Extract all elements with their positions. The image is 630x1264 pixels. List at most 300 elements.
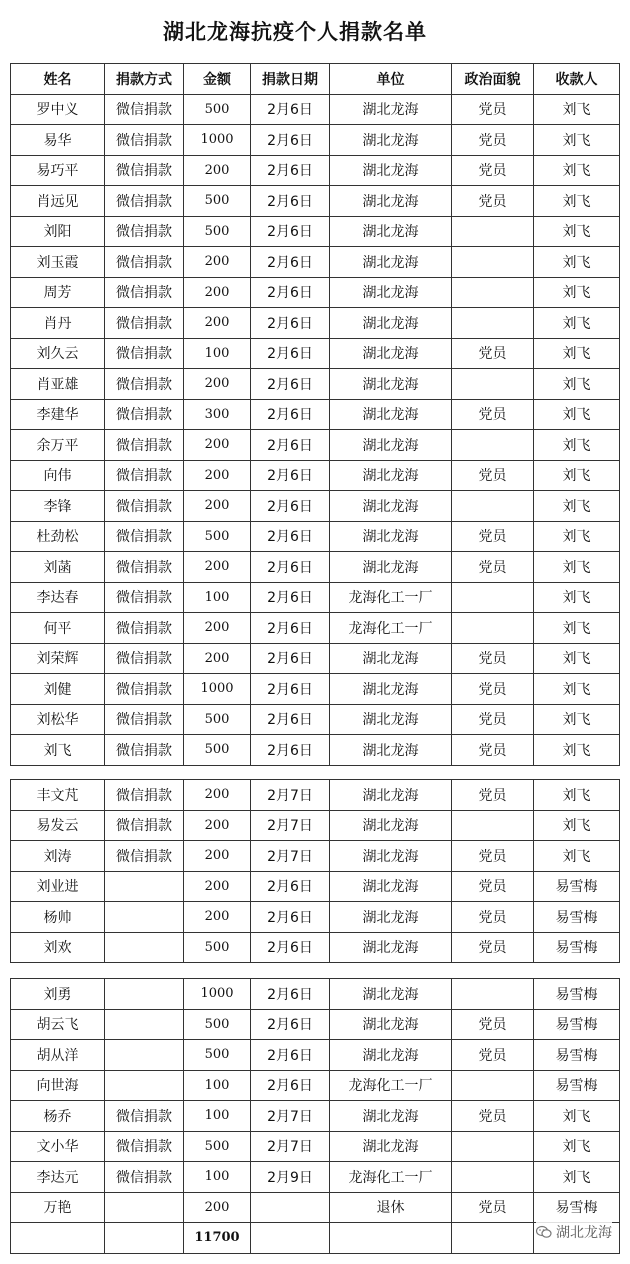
cell-date: 2月6日 xyxy=(251,125,330,156)
table-row xyxy=(11,399,620,430)
wechat-icon xyxy=(536,1225,552,1239)
cell-date: 2月7日 xyxy=(251,1131,330,1162)
cell-payee: 刘飞 xyxy=(534,735,620,766)
header-political-status: 政治面貌 xyxy=(452,64,534,95)
table-row xyxy=(11,491,620,522)
page-title: 湖北龙海抗疫个人捐款名单 xyxy=(163,19,427,44)
cell-amount: 200 xyxy=(184,1192,251,1223)
cell-amount: 200 xyxy=(184,491,251,522)
watermark-text: 湖北龙海 xyxy=(556,1225,612,1241)
header-payee: 收款人 xyxy=(534,64,620,95)
cell-amount: 500 xyxy=(184,94,251,125)
table-body xyxy=(11,94,620,765)
cell-political-status xyxy=(452,613,534,644)
cell-payee: 刘飞 xyxy=(534,491,620,522)
cell-date: 2月6日 xyxy=(251,94,330,125)
cell-date: 2月6日 xyxy=(251,155,330,186)
cell-name: 刘荣辉 xyxy=(11,643,105,674)
cell-unit: 湖北龙海 xyxy=(330,247,452,278)
table-row xyxy=(11,430,620,461)
table-row xyxy=(11,155,620,186)
cell-unit: 湖北龙海 xyxy=(330,932,452,963)
cell-method: 微信捐款 xyxy=(105,216,184,247)
cell-political-status xyxy=(452,491,534,522)
cell-unit: 湖北龙海 xyxy=(330,810,452,841)
cell-date: 2月7日 xyxy=(251,810,330,841)
cell-amount: 500 xyxy=(184,704,251,735)
cell-date: 2月7日 xyxy=(251,780,330,811)
header-method: 捐款方式 xyxy=(105,64,184,95)
cell-amount: 200 xyxy=(184,369,251,400)
cell-political-status: 党员 xyxy=(452,1009,534,1040)
cell-date: 2月6日 xyxy=(251,582,330,613)
cell-amount: 500 xyxy=(184,186,251,217)
cell-payee: 刘飞 xyxy=(534,613,620,644)
cell-amount: 100 xyxy=(184,1070,251,1101)
cell-date: 2月6日 xyxy=(251,1070,330,1101)
cell-date: 2月6日 xyxy=(251,735,330,766)
cell-amount: 200 xyxy=(184,613,251,644)
cell-political-status: 党员 xyxy=(452,902,534,933)
cell-payee: 刘飞 xyxy=(534,247,620,278)
cell-political-status xyxy=(452,1162,534,1193)
cell-name: 刘涛 xyxy=(11,841,105,872)
cell-political-status: 党员 xyxy=(452,94,534,125)
cell-payee: 易雪梅 xyxy=(534,1070,620,1101)
cell-amount: 200 xyxy=(184,780,251,811)
cell-payee: 易雪梅 xyxy=(534,1009,620,1040)
cell-political-status: 党员 xyxy=(452,186,534,217)
cell-amount: 500 xyxy=(184,1040,251,1071)
cell-amount: 200 xyxy=(184,308,251,339)
cell-date: 2月6日 xyxy=(251,430,330,461)
cell-method: 微信捐款 xyxy=(105,780,184,811)
cell-unit: 湖北龙海 xyxy=(330,216,452,247)
cell-name: 肖远见 xyxy=(11,186,105,217)
cell-name: 文小华 xyxy=(11,1131,105,1162)
table-row xyxy=(11,1192,620,1223)
donation-table-part-3 xyxy=(10,978,620,1254)
cell-method xyxy=(105,1192,184,1223)
cell-name: 李锋 xyxy=(11,491,105,522)
cell-date xyxy=(251,1192,330,1223)
cell-payee: 刘飞 xyxy=(534,674,620,705)
cell-unit: 湖北龙海 xyxy=(330,552,452,583)
cell-payee: 刘飞 xyxy=(534,810,620,841)
cell-amount: 500 xyxy=(184,216,251,247)
cell-date: 2月6日 xyxy=(251,979,330,1010)
cell-amount: 100 xyxy=(184,1101,251,1132)
cell-date: 2月6日 xyxy=(251,369,330,400)
cell-date xyxy=(251,1223,330,1254)
table-row xyxy=(11,94,620,125)
table-row xyxy=(11,308,620,339)
cell-unit: 湖北龙海 xyxy=(330,186,452,217)
table-row xyxy=(11,552,620,583)
cell-method xyxy=(105,932,184,963)
table-row xyxy=(11,369,620,400)
cell-date: 2月7日 xyxy=(251,841,330,872)
cell-payee: 刘飞 xyxy=(534,216,620,247)
cell-unit: 龙海化工一厂 xyxy=(330,1070,452,1101)
cell-amount: 200 xyxy=(184,841,251,872)
cell-political-status xyxy=(452,216,534,247)
cell-amount: 500 xyxy=(184,735,251,766)
cell-name: 易发云 xyxy=(11,810,105,841)
cell-name: 刘健 xyxy=(11,674,105,705)
cell-amount: 100 xyxy=(184,338,251,369)
cell-date: 2月6日 xyxy=(251,1009,330,1040)
cell-political-status xyxy=(452,979,534,1010)
cell-name: 罗中义 xyxy=(11,94,105,125)
table-body xyxy=(11,780,620,963)
table-row xyxy=(11,216,620,247)
cell-name: 刘勇 xyxy=(11,979,105,1010)
cell-amount: 1000 xyxy=(184,674,251,705)
cell-method: 微信捐款 xyxy=(105,1131,184,1162)
cell-date: 2月9日 xyxy=(251,1162,330,1193)
cell-name: 易华 xyxy=(11,125,105,156)
cell-unit: 龙海化工一厂 xyxy=(330,582,452,613)
header-date: 捐款日期 xyxy=(251,64,330,95)
cell-unit: 湖北龙海 xyxy=(330,1009,452,1040)
cell-method: 微信捐款 xyxy=(105,369,184,400)
cell-name: 杜劲松 xyxy=(11,521,105,552)
cell-method: 微信捐款 xyxy=(105,704,184,735)
cell-name: 胡云飞 xyxy=(11,1009,105,1040)
cell-name: 向伟 xyxy=(11,460,105,491)
cell-payee: 刘飞 xyxy=(534,643,620,674)
cell-unit: 湖北龙海 xyxy=(330,399,452,430)
cell-method: 微信捐款 xyxy=(105,674,184,705)
cell-unit: 湖北龙海 xyxy=(330,125,452,156)
cell-political-status: 党员 xyxy=(452,399,534,430)
cell-date: 2月6日 xyxy=(251,277,330,308)
table-row xyxy=(11,735,620,766)
cell-payee: 刘飞 xyxy=(534,308,620,339)
cell-date: 2月6日 xyxy=(251,1040,330,1071)
cell-political-status: 党员 xyxy=(452,338,534,369)
watermark xyxy=(536,1222,612,1242)
cell-amount: 200 xyxy=(184,643,251,674)
cell-name: 余万平 xyxy=(11,430,105,461)
cell-unit: 湖北龙海 xyxy=(330,871,452,902)
cell-method: 微信捐款 xyxy=(105,186,184,217)
cell-date: 2月6日 xyxy=(251,338,330,369)
cell-payee: 刘飞 xyxy=(534,582,620,613)
cell-payee: 刘飞 xyxy=(534,780,620,811)
cell-date: 2月6日 xyxy=(251,460,330,491)
cell-date: 2月6日 xyxy=(251,613,330,644)
cell-political-status: 党员 xyxy=(452,1192,534,1223)
cell-amount: 1000 xyxy=(184,979,251,1010)
table-row xyxy=(11,1070,620,1101)
cell-payee: 易雪梅 xyxy=(534,902,620,933)
cell-name: 肖亚雄 xyxy=(11,369,105,400)
table-row xyxy=(11,247,620,278)
cell-name: 周芳 xyxy=(11,277,105,308)
cell-amount: 200 xyxy=(184,155,251,186)
cell-amount: 200 xyxy=(184,277,251,308)
cell-political-status xyxy=(452,582,534,613)
cell-method: 微信捐款 xyxy=(105,643,184,674)
table-row xyxy=(11,704,620,735)
table-row xyxy=(11,613,620,644)
cell-method: 微信捐款 xyxy=(105,841,184,872)
cell-method: 微信捐款 xyxy=(105,430,184,461)
cell-date: 2月6日 xyxy=(251,186,330,217)
cell-political-status xyxy=(452,1131,534,1162)
cell-unit: 湖北龙海 xyxy=(330,155,452,186)
cell-method: 微信捐款 xyxy=(105,552,184,583)
cell-political-status: 党员 xyxy=(452,674,534,705)
cell-political-status xyxy=(452,369,534,400)
cell-political-status xyxy=(452,810,534,841)
cell-payee: 刘飞 xyxy=(534,338,620,369)
cell-political-status: 党员 xyxy=(452,841,534,872)
cell-method: 微信捐款 xyxy=(105,460,184,491)
cell-name: 何平 xyxy=(11,613,105,644)
cell-method xyxy=(105,1009,184,1040)
cell-payee: 刘飞 xyxy=(534,552,620,583)
cell-unit: 湖北龙海 xyxy=(330,704,452,735)
cell-name: 刘久云 xyxy=(11,338,105,369)
table-row xyxy=(11,125,620,156)
cell-amount: 100 xyxy=(184,1162,251,1193)
cell-method: 微信捐款 xyxy=(105,399,184,430)
cell-unit: 湖北龙海 xyxy=(330,491,452,522)
table-header-row xyxy=(11,64,620,95)
cell-method: 微信捐款 xyxy=(105,125,184,156)
cell-date: 2月6日 xyxy=(251,871,330,902)
table-row xyxy=(11,277,620,308)
cell-payee: 易雪梅 xyxy=(534,1192,620,1223)
cell-name: 刘菡 xyxy=(11,552,105,583)
cell-name: 杨乔 xyxy=(11,1101,105,1132)
header-unit: 单位 xyxy=(330,64,452,95)
table-row xyxy=(11,643,620,674)
cell-political-status xyxy=(452,277,534,308)
cell-method: 微信捐款 xyxy=(105,155,184,186)
cell-political-status xyxy=(452,1223,534,1254)
cell-political-status: 党员 xyxy=(452,521,534,552)
cell-name: 刘松华 xyxy=(11,704,105,735)
cell-method: 微信捐款 xyxy=(105,582,184,613)
cell-unit: 龙海化工一厂 xyxy=(330,1162,452,1193)
cell-unit: 湖北龙海 xyxy=(330,308,452,339)
cell-method: 微信捐款 xyxy=(105,735,184,766)
cell-unit: 湖北龙海 xyxy=(330,643,452,674)
cell-payee: 刘飞 xyxy=(534,430,620,461)
cell-amount: 200 xyxy=(184,871,251,902)
cell-payee: 易雪梅 xyxy=(534,1040,620,1071)
cell-unit: 湖北龙海 xyxy=(330,674,452,705)
cell-amount: 300 xyxy=(184,399,251,430)
cell-unit: 湖北龙海 xyxy=(330,430,452,461)
cell-payee: 刘飞 xyxy=(534,841,620,872)
cell-date: 2月6日 xyxy=(251,643,330,674)
cell-unit: 湖北龙海 xyxy=(330,1101,452,1132)
cell-political-status: 党员 xyxy=(452,704,534,735)
total-amount-cell: 11700 xyxy=(184,1223,251,1254)
cell-name: 李建华 xyxy=(11,399,105,430)
table-row xyxy=(11,1162,620,1193)
cell-date: 2月6日 xyxy=(251,521,330,552)
cell-method xyxy=(105,1223,184,1254)
cell-amount: 200 xyxy=(184,460,251,491)
table-row xyxy=(11,674,620,705)
cell-amount: 500 xyxy=(184,1009,251,1040)
table-row xyxy=(11,841,620,872)
cell-payee: 易雪梅 xyxy=(534,979,620,1010)
cell-unit: 湖北龙海 xyxy=(330,735,452,766)
table-row xyxy=(11,460,620,491)
cell-unit: 湖北龙海 xyxy=(330,902,452,933)
donation-table-part-2 xyxy=(10,779,620,963)
cell-unit: 湖北龙海 xyxy=(330,521,452,552)
cell-political-status: 党员 xyxy=(452,780,534,811)
cell-method xyxy=(105,979,184,1010)
cell-unit xyxy=(330,1223,452,1254)
cell-payee: 刘飞 xyxy=(534,155,620,186)
cell-amount: 200 xyxy=(184,552,251,583)
cell-unit: 湖北龙海 xyxy=(330,369,452,400)
table-row xyxy=(11,871,620,902)
cell-name: 刘阳 xyxy=(11,216,105,247)
cell-method: 微信捐款 xyxy=(105,521,184,552)
cell-amount: 200 xyxy=(184,902,251,933)
cell-date: 2月6日 xyxy=(251,491,330,522)
table-row xyxy=(11,780,620,811)
cell-payee: 刘飞 xyxy=(534,369,620,400)
table-row xyxy=(11,932,620,963)
cell-political-status: 党员 xyxy=(452,643,534,674)
cell-political-status: 党员 xyxy=(452,735,534,766)
cell-payee: 刘飞 xyxy=(534,277,620,308)
header-name: 姓名 xyxy=(11,64,105,95)
cell-payee: 刘飞 xyxy=(534,186,620,217)
cell-method: 微信捐款 xyxy=(105,613,184,644)
cell-political-status: 党员 xyxy=(452,125,534,156)
cell-political-status: 党员 xyxy=(452,155,534,186)
cell-name: 万艳 xyxy=(11,1192,105,1223)
cell-method xyxy=(105,1070,184,1101)
table-row xyxy=(11,1009,620,1040)
cell-name: 易巧平 xyxy=(11,155,105,186)
total-row xyxy=(11,1223,620,1254)
cell-name: 向世海 xyxy=(11,1070,105,1101)
cell-name: 胡从洋 xyxy=(11,1040,105,1071)
cell-political-status: 党员 xyxy=(452,871,534,902)
cell-name: 刘业进 xyxy=(11,871,105,902)
cell-unit: 湖北龙海 xyxy=(330,460,452,491)
cell-date: 2月6日 xyxy=(251,552,330,583)
cell-name: 肖丹 xyxy=(11,308,105,339)
cell-name: 丰文芃 xyxy=(11,780,105,811)
cell-method: 微信捐款 xyxy=(105,810,184,841)
cell-payee: 易雪梅 xyxy=(534,871,620,902)
table-row xyxy=(11,338,620,369)
cell-amount: 500 xyxy=(184,521,251,552)
cell-political-status xyxy=(452,430,534,461)
cell-unit: 湖北龙海 xyxy=(330,338,452,369)
cell-amount: 1000 xyxy=(184,125,251,156)
cell-unit: 湖北龙海 xyxy=(330,841,452,872)
header-amount: 金额 xyxy=(184,64,251,95)
cell-payee: 刘飞 xyxy=(534,94,620,125)
cell-date: 2月6日 xyxy=(251,216,330,247)
cell-payee: 刘飞 xyxy=(534,399,620,430)
cell-payee: 刘飞 xyxy=(534,704,620,735)
cell-unit: 龙海化工一厂 xyxy=(330,613,452,644)
cell-payee: 刘飞 xyxy=(534,1131,620,1162)
cell-date: 2月7日 xyxy=(251,1101,330,1132)
cell-date: 2月6日 xyxy=(251,674,330,705)
cell-date: 2月6日 xyxy=(251,932,330,963)
cell-method xyxy=(105,871,184,902)
table-row xyxy=(11,902,620,933)
cell-unit: 湖北龙海 xyxy=(330,780,452,811)
cell-date: 2月6日 xyxy=(251,399,330,430)
cell-name xyxy=(11,1223,105,1254)
cell-method: 微信捐款 xyxy=(105,94,184,125)
cell-amount: 200 xyxy=(184,247,251,278)
cell-unit: 湖北龙海 xyxy=(330,1131,452,1162)
cell-method: 微信捐款 xyxy=(105,491,184,522)
cell-amount: 500 xyxy=(184,932,251,963)
table-row xyxy=(11,810,620,841)
cell-date: 2月6日 xyxy=(251,704,330,735)
cell-political-status xyxy=(452,247,534,278)
cell-method: 微信捐款 xyxy=(105,1101,184,1132)
table-body xyxy=(11,979,620,1254)
table-row xyxy=(11,186,620,217)
cell-name: 刘玉霞 xyxy=(11,247,105,278)
cell-date: 2月6日 xyxy=(251,247,330,278)
cell-name: 刘欢 xyxy=(11,932,105,963)
cell-name: 李达春 xyxy=(11,582,105,613)
cell-date: 2月6日 xyxy=(251,308,330,339)
cell-amount: 500 xyxy=(184,1131,251,1162)
table-row xyxy=(11,582,620,613)
cell-unit: 湖北龙海 xyxy=(330,277,452,308)
cell-payee: 刘飞 xyxy=(534,460,620,491)
cell-political-status xyxy=(452,1070,534,1101)
cell-political-status: 党员 xyxy=(452,1040,534,1071)
cell-payee: 刘飞 xyxy=(534,1101,620,1132)
cell-political-status: 党员 xyxy=(452,552,534,583)
cell-method: 微信捐款 xyxy=(105,277,184,308)
cell-payee: 刘飞 xyxy=(534,1162,620,1193)
table-row xyxy=(11,521,620,552)
table-row xyxy=(11,1101,620,1132)
cell-political-status: 党员 xyxy=(452,932,534,963)
cell-amount: 100 xyxy=(184,582,251,613)
cell-political-status xyxy=(452,308,534,339)
cell-payee: 刘飞 xyxy=(534,521,620,552)
cell-method xyxy=(105,1040,184,1071)
cell-unit: 退休 xyxy=(330,1192,452,1223)
table-row xyxy=(11,1131,620,1162)
cell-amount: 200 xyxy=(184,430,251,461)
cell-method: 微信捐款 xyxy=(105,338,184,369)
cell-name: 李达元 xyxy=(11,1162,105,1193)
cell-unit: 湖北龙海 xyxy=(330,979,452,1010)
cell-political-status: 党员 xyxy=(452,460,534,491)
cell-name: 杨帅 xyxy=(11,902,105,933)
cell-date: 2月6日 xyxy=(251,902,330,933)
cell-method: 微信捐款 xyxy=(105,247,184,278)
